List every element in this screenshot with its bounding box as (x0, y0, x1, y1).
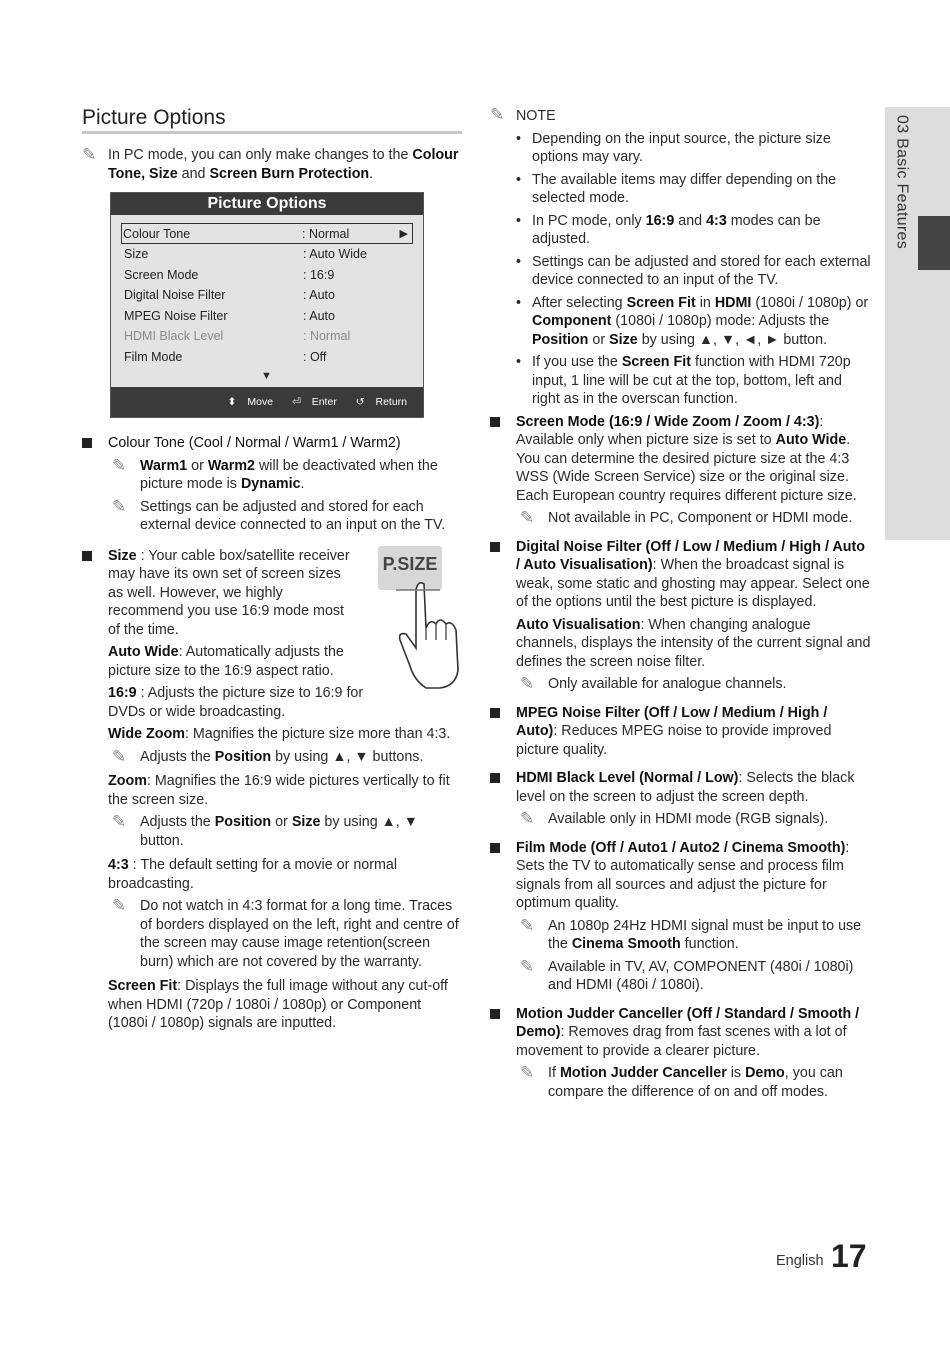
osd-row-value: : Off (303, 350, 327, 364)
pencil-icon: ✎ (520, 915, 535, 935)
square-bullet-icon (490, 773, 500, 783)
side-tab-marker (918, 216, 950, 270)
bullet-dot: • (516, 130, 522, 147)
note-bold: Motion Judder Canceller (559, 1065, 727, 1081)
term-text: : Magnifies the picture size more than 4:3. (184, 726, 451, 742)
pointing-hand-icon (396, 580, 466, 690)
bullet-bold: 4:3 (706, 212, 727, 229)
side-tab-label: 03 Basic Features (893, 115, 911, 250)
term-bold: Screen Fit (108, 978, 178, 994)
auto-visualisation-desc (490, 616, 872, 672)
osd-row-label: Film Mode (124, 350, 183, 364)
ratio-43-note (82, 897, 462, 971)
note-text: Available in TV, AV, COMPONENT (480i / 1080i) and HDMI (480i / 1080i). (548, 958, 854, 993)
section-heading: Screen Mode (16:9 / Wide Zoom / Zoom / 4:3) (516, 413, 820, 430)
osd-body (111, 215, 423, 387)
wide-zoom-desc (82, 725, 462, 744)
note-text: Not available in PC, Component or HDMI mode. (548, 510, 853, 526)
note-bold: Dynamic (240, 476, 301, 492)
bullet-bold: Screen Fit (626, 294, 696, 311)
note-bullet (490, 171, 872, 208)
note-text: by using ▲, ▼ buttons. (275, 748, 424, 765)
term-text: : Displays the full image without any cut-off when HDMI (720p / 1080i / 1080p) or Component (1080i / 1080p) signals are inputted. (108, 978, 448, 1031)
pencil-icon: ✎ (520, 1063, 535, 1082)
note-bold: Demo (745, 1065, 785, 1081)
bullet-bold: HDMI (714, 294, 752, 311)
term-text: : Adjusts the picture size to 16:9 for DVDs or wide broadcasting. (108, 685, 364, 720)
square-bullet-icon (82, 551, 92, 561)
bullet-text: (1080i / 1080p) mode: Adjusts the (615, 313, 830, 329)
bullet-dot: • (516, 253, 522, 270)
section-heading: Colour Tone (Cool / Normal / Warm1 / Warm2) (108, 435, 401, 451)
film-note-1 (490, 917, 872, 954)
note-text: or (275, 814, 288, 830)
osd-row-screen-mode[interactable] (123, 265, 413, 285)
pencil-icon: ✎ (490, 105, 505, 124)
right-column (490, 106, 872, 1105)
pencil-icon: ✎ (112, 896, 127, 915)
picture-options-osd (110, 192, 424, 418)
pencil-icon: ✎ (520, 508, 535, 527)
section-text: : When the broadcast signal is weak, some static and ghosting may appear. Select one of the options until the best picture is displayed. (516, 557, 870, 610)
note-bold: Warm1 (140, 457, 188, 474)
note-label: NOTE (515, 108, 556, 124)
bullet-bold: 16:9 (645, 212, 675, 229)
mjc-note (490, 1064, 872, 1101)
osd-row-label: Size (124, 247, 149, 261)
term-text: : Magnifies the 16:9 wide pictures vertically to fit the screen size. (108, 773, 450, 808)
note-text: Do not watch in 4:3 format for a long time. Traces of borders displayed on the left, right and centre of the screen may cause image retention(screen burn) which are not covered by the warranty. (140, 898, 459, 970)
section-text: : Reduces MPEG noise to provide improved picture quality. (516, 723, 832, 758)
note-bullet (490, 294, 872, 350)
page-title: Picture Options (82, 106, 226, 129)
section-text: : Your cable box/satellite receiver may have its own set of screen sizes as well. However, we highly recommend you use 16:9 mode most of the time. (108, 547, 350, 638)
section-bold: Auto Wide (775, 432, 847, 448)
note-text: . (300, 476, 305, 492)
move-label: Move (247, 396, 274, 408)
zoom-note (82, 813, 462, 850)
osd-footer (111, 387, 423, 417)
osd-row-value: : Normal (302, 227, 350, 241)
square-bullet-icon (490, 708, 500, 718)
bullet-bold: Size (609, 331, 638, 348)
note-text: and (181, 165, 206, 182)
note-bold: Colour Tone, Size (108, 147, 459, 182)
scroll-down-icon[interactable]: ▼ (261, 370, 272, 382)
enter-label: Enter (311, 396, 337, 408)
bullet-dot: • (516, 171, 522, 188)
enter-hint (292, 396, 345, 408)
osd-row-hdmi-black-level (123, 326, 413, 346)
bullet-text: and (678, 212, 703, 229)
bullet-text: function with HDMI 720p input, 1 line will be cut at the top, bottom, left and right as in the overscan function. (532, 354, 851, 407)
section-heading: MPEG Noise Filter (Off / Low / Medium / High / Auto) (516, 704, 828, 739)
film-note-2 (490, 958, 872, 995)
updown-icon: ⬍ (227, 396, 237, 408)
pencil-icon: ✎ (520, 809, 535, 828)
osd-row-mpeg-noise-filter[interactable] (123, 306, 413, 326)
title-divider (82, 131, 462, 134)
warm-note (82, 457, 462, 494)
square-bullet-icon (490, 843, 500, 853)
term-bold: Zoom (108, 773, 147, 789)
screen-fit-desc (82, 977, 462, 1033)
mjc-section (490, 1005, 872, 1061)
hdmi-section (490, 769, 872, 806)
pencil-icon: ✎ (82, 145, 97, 164)
osd-row-size[interactable] (123, 244, 413, 264)
section-heading: Digital Noise Filter (Off / Low / Medium / High / Auto / Auto Visualisation) (516, 538, 865, 573)
osd-row-label: MPEG Noise Filter (124, 309, 228, 323)
pencil-icon: ✎ (520, 674, 535, 693)
section-heading: Film Mode (Off / Auto1 / Auto2 / Cinema Smooth) (516, 839, 846, 856)
pencil-icon: ✎ (112, 496, 127, 516)
note-text: Available only in HDMI mode (RGB signals). (548, 811, 829, 827)
bullet-text: by using ▲, ▼, ◄, ► button. (641, 331, 828, 348)
square-bullet-icon (490, 1009, 500, 1019)
right-arrow-icon: ▶ (399, 228, 408, 240)
osd-row-label: Colour Tone (123, 227, 191, 241)
note-text: , you can compare the difference of on and off modes. (548, 1065, 843, 1100)
section-heading: Motion Judder Canceller (Off / Standard / Smooth / Demo) (516, 1005, 860, 1040)
term-text: : The default setting for a movie or normal broadcasting. (108, 857, 398, 892)
osd-row-label: Screen Mode (124, 268, 199, 282)
note-bullet (490, 253, 872, 290)
move-hint (228, 396, 281, 408)
term-bold: Auto Wide (108, 644, 179, 660)
note-text: Adjusts the (140, 814, 211, 830)
note-text: function. (684, 936, 739, 952)
osd-row-value: : Auto (303, 288, 335, 302)
enter-icon: ⏎ (291, 396, 301, 408)
note-bold: Position (214, 814, 272, 830)
section-text: . You can determine the desired picture size at the 4:3 WSS (Wide Screen Service) size or the original size. Each European country requires different picture size. (516, 432, 857, 504)
section-heading: Size (108, 547, 137, 564)
note-bullet (490, 130, 872, 167)
settings-note (82, 498, 462, 535)
return-icon: ↺ (355, 396, 365, 408)
note-bold: Screen Burn Protection (209, 165, 370, 182)
bullet-bold: Component (532, 313, 612, 329)
bullet-text: In PC mode, only (532, 212, 642, 229)
ratio-43-desc (82, 856, 462, 893)
note-text: Settings can be adjusted and stored for each external device connected to an input on the TV. (140, 498, 446, 533)
footer-language: English (776, 1253, 824, 1269)
term-text: : Automatically adjusts the picture size to the 16:9 aspect ratio. (108, 644, 344, 679)
osd-row-colour-tone[interactable] (121, 223, 413, 244)
bullet-text: After selecting (532, 294, 623, 311)
note-bullet (490, 212, 872, 249)
section-text: : Available only when picture size is set to (516, 413, 824, 448)
term-bold: Auto Visualisation (516, 616, 641, 633)
bullet-text: Depending on the input source, the picture size options may vary. (532, 130, 831, 165)
section-heading: HDMI Black Level (Normal / Low) (516, 770, 739, 786)
note-text: is (730, 1065, 742, 1081)
note-bold: Cinema Smooth (571, 936, 681, 952)
term-text: : When changing analogue channels, displays the intensity of the current signal and defines the screen noise filter. (516, 616, 871, 670)
return-label: Return (375, 396, 407, 408)
left-column (82, 146, 462, 187)
square-bullet-icon (82, 438, 92, 448)
bullet-text: (1080i / 1080p) or (755, 294, 869, 311)
osd-header: Picture Options (111, 193, 423, 215)
left-sections (82, 424, 462, 1037)
page-number: 17 (831, 1238, 867, 1274)
screen-mode-section (490, 413, 872, 506)
section-text: : Removes drag from fast scenes with a lot of movement to provide a clearer picture. (516, 1024, 847, 1059)
pencil-icon: ✎ (112, 455, 127, 475)
note-text: An 1080p 24Hz HDMI signal must be input to use the (548, 917, 862, 952)
note-text: or (191, 457, 204, 474)
note-header (490, 106, 872, 126)
pencil-icon: ✎ (112, 812, 127, 831)
note-text: will be deactivated when the picture mode is (140, 457, 438, 492)
wide-zoom-note (82, 748, 462, 767)
bullet-dot: • (516, 354, 522, 370)
term-bold: 4:3 (108, 857, 129, 873)
bullet-text: If you use the (532, 354, 618, 370)
pc-mode-note (82, 146, 462, 183)
note-text: by using ▲, ▼ button. (140, 814, 418, 849)
osd-row-value: : 16:9 (303, 268, 335, 282)
bullet-bold: Screen Fit (621, 354, 691, 370)
pencil-icon: ✎ (112, 746, 127, 766)
osd-row-film-mode[interactable] (123, 347, 413, 367)
square-bullet-icon (490, 542, 500, 552)
osd-row-value: : Normal (303, 329, 351, 343)
dnf-note (490, 675, 872, 694)
colour-tone-section (82, 434, 462, 453)
osd-row-label: Digital Noise Filter (124, 288, 226, 302)
osd-row-value: : Auto (303, 309, 335, 323)
term-bold: 16:9 (108, 685, 137, 701)
note-bullet (490, 353, 872, 409)
osd-row-digital-noise-filter[interactable] (123, 285, 413, 305)
square-bullet-icon (490, 417, 500, 427)
note-text: In PC mode, you can only make changes to the (108, 147, 409, 163)
pencil-icon: ✎ (520, 956, 535, 976)
hdmi-note (490, 810, 872, 829)
bullet-text: or (592, 331, 606, 348)
note-text: . (369, 165, 374, 182)
return-hint (356, 396, 415, 408)
osd-row-label: HDMI Black Level (124, 329, 224, 343)
note-text: If (548, 1065, 556, 1081)
zoom-desc (82, 772, 462, 809)
bullet-text: in (699, 294, 711, 311)
screen-mode-note (490, 509, 872, 528)
bullet-text: modes can be adjusted. (532, 212, 821, 247)
osd-row-value: : Auto Wide (303, 247, 367, 261)
section-text: : Sets the TV to automatically sense and process film signals from all sources and adjust the picture for optimum quality. (516, 839, 850, 911)
mpeg-section (490, 704, 872, 760)
bullet-dot: • (516, 212, 522, 229)
section-text: : Selects the black level on the screen to adjust the screen depth. (516, 770, 855, 805)
bullet-text: Settings can be adjusted and stored for each external device connected to an input of the TV. (532, 253, 871, 288)
film-section (490, 839, 872, 913)
note-text: Adjusts the (140, 748, 211, 765)
note-bold: Size (291, 814, 321, 830)
note-bold: Position (214, 748, 272, 765)
dnf-section (490, 538, 872, 612)
note-text: Only available for analogue channels. (548, 676, 787, 692)
bullet-bold: Position (532, 331, 589, 348)
term-bold: Wide Zoom (108, 726, 185, 742)
note-bold: Warm2 (207, 457, 255, 474)
bullet-text: The available items may differ depending on the selected mode. (532, 171, 837, 206)
bullet-dot: • (516, 294, 522, 311)
psize-label: P.SIZE (382, 554, 438, 574)
